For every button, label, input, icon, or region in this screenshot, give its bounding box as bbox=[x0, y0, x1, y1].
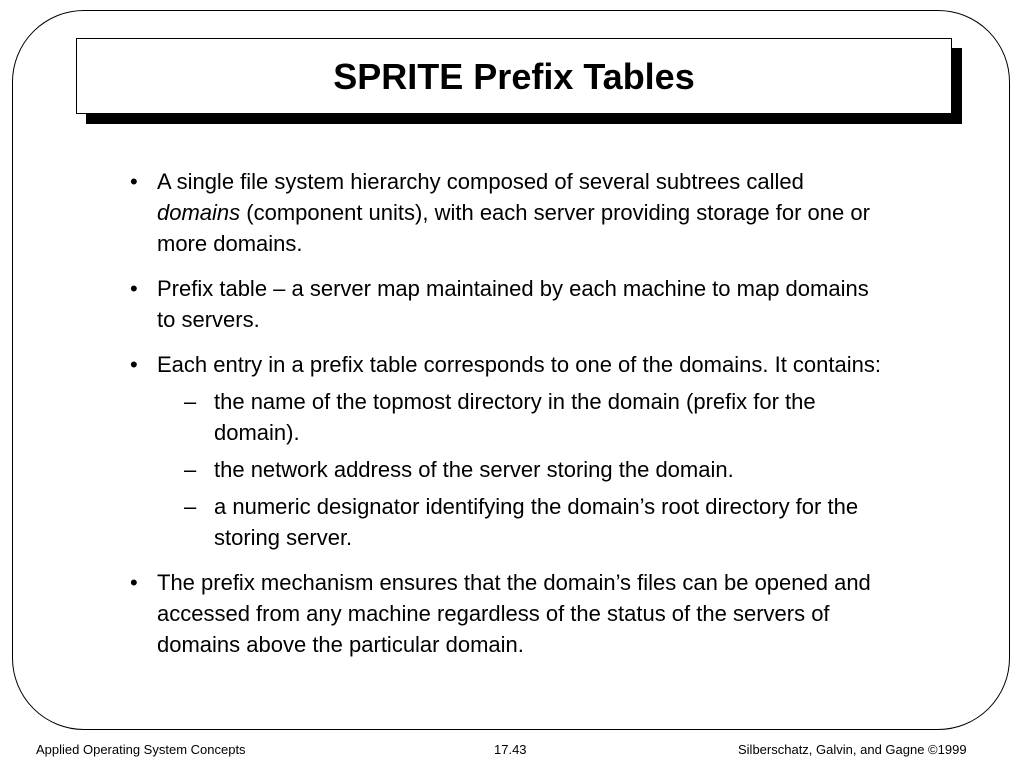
bullet-3-text: Each entry in a prefix table corresponds to one of the domains. It contains: bbox=[157, 352, 881, 377]
dash-marker: – bbox=[184, 494, 197, 519]
footer-copyright: Silberschatz, Galvin, and Gagne ©1999 bbox=[738, 742, 967, 757]
bullet-item-4 bbox=[128, 567, 888, 660]
bullet-1-text-end: (component units), with each server providing storage for one or more domains. bbox=[157, 200, 870, 256]
bullet-item-2 bbox=[128, 273, 888, 335]
slide-content bbox=[128, 166, 888, 674]
slide-title: SPRITE Prefix Tables bbox=[333, 56, 695, 97]
sub-item-1-text: the name of the topmost directory in the domain (prefix for the domain). bbox=[214, 389, 816, 445]
bullet-marker: • bbox=[130, 570, 138, 595]
bullet-4-text: The prefix mechanism ensures that the domain’s files can be opened and accessed from any machine regardless of the status of the servers of domains above the particular domain. bbox=[157, 570, 871, 657]
bullet-1-emphasis: domains bbox=[157, 200, 241, 225]
sub-item-2-text: the network address of the server storing the domain. bbox=[214, 457, 734, 482]
sub-item-1 bbox=[128, 386, 888, 448]
footer-page-number: 17.43 bbox=[494, 742, 527, 757]
bullet-1-text-start: A single file system hierarchy composed of several subtrees called bbox=[157, 169, 804, 194]
bullet-marker: • bbox=[130, 169, 138, 194]
bullet-item-1 bbox=[128, 166, 888, 259]
footer-course-title: Applied Operating System Concepts bbox=[36, 742, 246, 757]
dash-marker: – bbox=[184, 457, 197, 482]
bullet-marker: • bbox=[130, 352, 138, 377]
bullet-marker: • bbox=[130, 276, 138, 301]
bullet-2-text: Prefix table – a server map maintained by each machine to map domains to servers. bbox=[157, 276, 869, 332]
sub-item-3 bbox=[128, 491, 888, 553]
sub-item-2 bbox=[128, 454, 888, 485]
sub-item-3-text: a numeric designator identifying the domain’s root directory for the storing server. bbox=[214, 494, 859, 550]
dash-marker: – bbox=[184, 389, 197, 414]
bullet-item-3 bbox=[128, 349, 888, 380]
title-box bbox=[76, 38, 952, 114]
